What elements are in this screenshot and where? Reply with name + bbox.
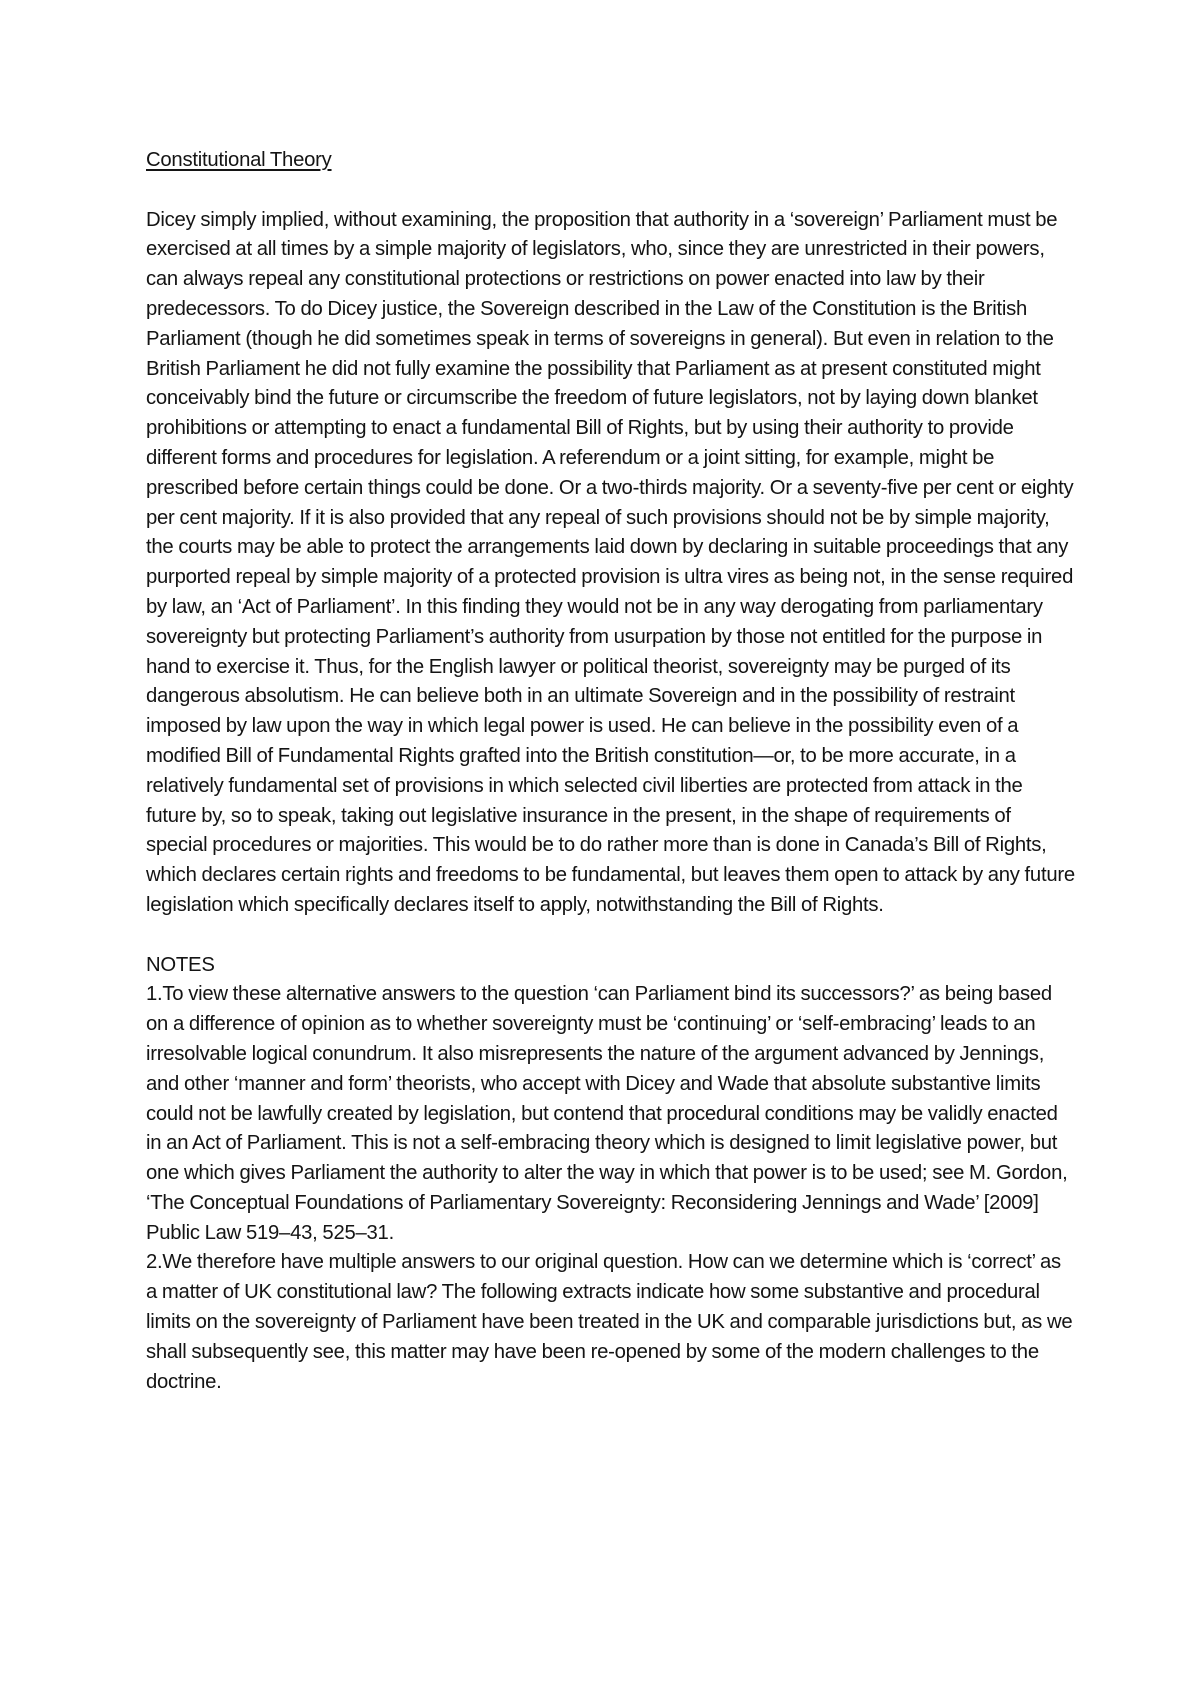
note-item-2: 2.We therefore have multiple answers to our original question. How can we determine which is ‘correct’ as a matter of UK constitutional law? The following extracts indicate how some substantive and procedural limits on the sovereignty of Parliament have been treated in the UK and comparable jurisdictions but, as we shall subsequently see, this matter may have been re-opened by some of the modern challenges to the doctrine.	[146, 1251, 1073, 1393]
document-title: Constitutional Theory	[146, 149, 332, 171]
note-item-1: 1.To view these alternative answers to the question ‘can Parliament bind its successors?’ as being based on a difference of opinion as to whether sovereignty must be ‘continuing’ or ‘self-embracing’ leads to an irresolvable logical conundrum. It also misrepresents the nature of the argument advanced by Jennings, and other ‘manner and form’ theorists, who accept with Dicey and Wade that absolute substantive limits could not be lawfully created by legislation, but contend that procedural conditions may be validly enacted in an Act of Parliament. This is not a self-embracing theory which is designed to limit legislative power, but one which gives Parliament the authority to alter the way in which that power is to be used; see M. Gordon, ‘The Conceptual Foundations of Parliamentary Sovereignty: Reconsidering Jennings and Wade’ [2009] Public Law 519–43, 525–31.	[146, 983, 1068, 1244]
notes-heading: NOTES	[146, 953, 215, 976]
spacer	[146, 176, 1076, 206]
document-content	[146, 146, 1076, 1397]
body-paragraph: Dicey simply implied, without examining, the proposition that authority in a ‘sovereign’ Parliament must be exercised at all times by a simple majority of legislators, who, since they are unrestricted in their powers, can always repeal any constitutional protections or restrictions on power enacted into law by their predecessors. To do Dicey justice, the Sovereign described in the Law of the Constitution is the British Parliament (though he did sometimes speak in terms of sovereigns in general). But even in relation to the British Parliament he did not fully examine the possibility that Parliament as at present constituted might conceivably bind the future or circumscribe the freedom of future legislators, not by laying down blanket prohibitions or attempting to enact a fundamental Bill of Rights, but by using their authority to provide different forms and procedures for legislation. A referendum or a joint sitting, for example, might be prescribed before certain things could be done. Or a two-thirds majority. Or a seventy-five per cent or eighty per cent majority. If it is also provided that any repeal of such provisions should not be by simple majority, the courts may be able to protect the arrangements laid down by declaring in suitable proceedings that any purported repeal by simple majority of a protected provision is ultra vires as being not, in the sense required by law, an ‘Act of Parliament’. In this finding they would not be in any way derogating from parliamentary sovereignty but protecting Parliament’s authority from usurpation by those not entitled for the purpose in hand to exercise it. Thus, for the English lawyer or political theorist, sovereignty may be purged of its dangerous absolutism. He can believe both in an ultimate Sovereign and in the possibility of restraint imposed by law upon the way in which legal power is used. He can believe in the possibility even of a modified Bill of Fundamental Rights grafted into the British constitution—or, to be more accurate, in a relatively fundamental set of provisions in which selected civil liberties are protected from attack in the future by, so to speak, taking out legislative insurance in the present, in the shape of requirements of special procedures or majorities. This would be to do rather more than is done in Canada’s Bill of Rights, which declares certain rights and freedoms to be fundamental, but leaves them open to attack by any future legislation which specifically declares itself to apply, notwithstanding the Bill of Rights.	[146, 208, 1075, 916]
spacer	[146, 921, 1076, 951]
